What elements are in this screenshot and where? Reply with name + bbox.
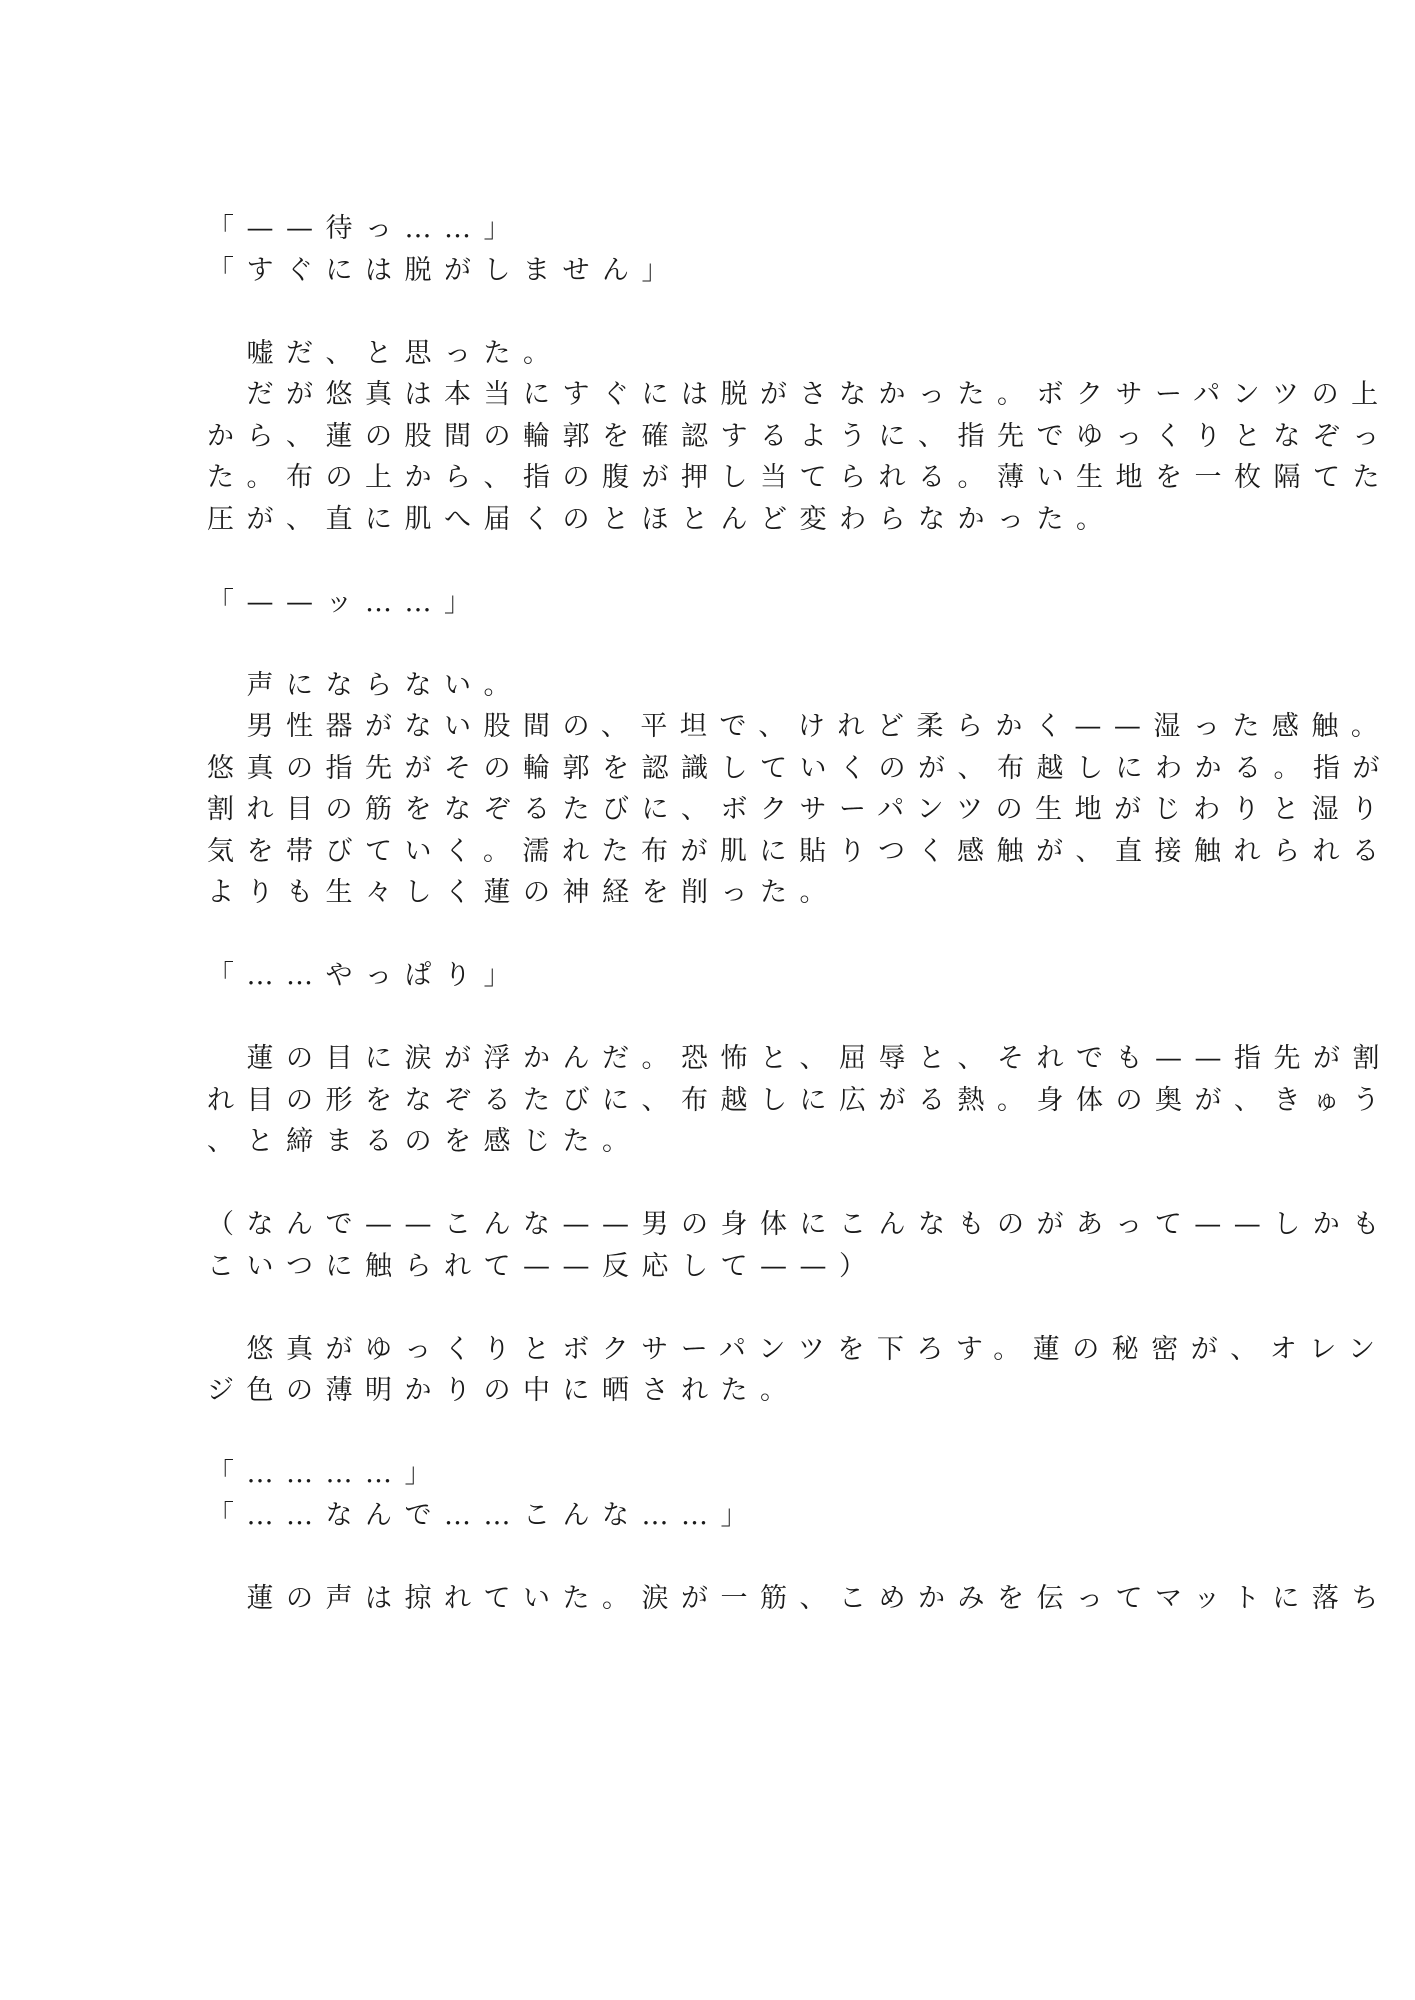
blank-line (207, 914, 1207, 956)
text-line: れ目の形をなぞるたびに、布越しに広がる熱。身体の奥が、きゅう (207, 1084, 1392, 1116)
blank-line (207, 291, 1207, 333)
text-line: よりも生々しく蓮の神経を削った。 (207, 877, 839, 908)
text-line: こいつに触られて——反応して——） (207, 1250, 879, 1282)
text-line: 声にならない。 (207, 669, 523, 701)
blank-line (207, 1412, 1207, 1454)
text-line: 気を帯びていく。濡れた布が肌に貼りつく感触が、直接触れられる (207, 835, 1392, 867)
blank-line (207, 1163, 1207, 1205)
blank-line (207, 1536, 1207, 1578)
blank-line (207, 623, 1207, 665)
blank-line (207, 540, 1207, 582)
text-line: 割れ目の筋をなぞるたびに、ボクサーパンツの生地がじわりと湿り (207, 794, 1391, 825)
text-line: から、蓮の股間の輪郭を確認するように、指先でゆっくりとなぞっ (207, 420, 1392, 452)
blank-line (207, 997, 1207, 1039)
text-line: 「すぐには脱がしません」 (207, 254, 681, 286)
text-line: ジ色の薄明かりの中に晒された。 (207, 1375, 800, 1406)
text-line: 、と締まるのを感じた。 (207, 1126, 642, 1157)
blank-line (207, 1287, 1207, 1329)
text-line: （なんで——こんな——男の身体にこんなものがあって——しかも (207, 1209, 1392, 1240)
text-line: 「……なんで……こんな……」 (207, 1499, 760, 1531)
text-line: 圧が、直に肌へ届くのとほとんど変わらなかった。 (207, 503, 1116, 535)
text-line: た。布の上から、指の腹が押し当てられる。薄い生地を一枚隔てた (207, 462, 1392, 493)
text-line: 悠真の指先がその輪郭を認識していくのが、布越しにわかる。指が (207, 752, 1392, 784)
text-line: 悠真がゆっくりとボクサーパンツを下ろす。蓮の秘密が、オレン (207, 1333, 1388, 1365)
text-line: 嘘だ、と思った。 (207, 337, 563, 369)
text-line: だが悠真は本当にすぐには脱がさなかった。ボクサーパンツの上 (207, 379, 1391, 410)
text-line: 「…………」 (207, 1458, 444, 1489)
text-line: 蓮の声は掠れていた。涙が一筋、こめかみを伝ってマットに落ち (207, 1582, 1391, 1614)
body-text (207, 208, 1392, 1619)
text-line: 蓮の目に涙が浮かんだ。恐怖と、屈辱と、それでも——指先が割 (207, 1043, 1392, 1074)
text-line: 「——ッ……」 (207, 586, 484, 618)
text-line: 「——待っ……」 (207, 213, 523, 244)
text-line: 男性器がない股間の、平坦で、けれど柔らかく——湿った感触。 (207, 711, 1391, 742)
text-line: 「……やっぱり」 (207, 960, 523, 991)
